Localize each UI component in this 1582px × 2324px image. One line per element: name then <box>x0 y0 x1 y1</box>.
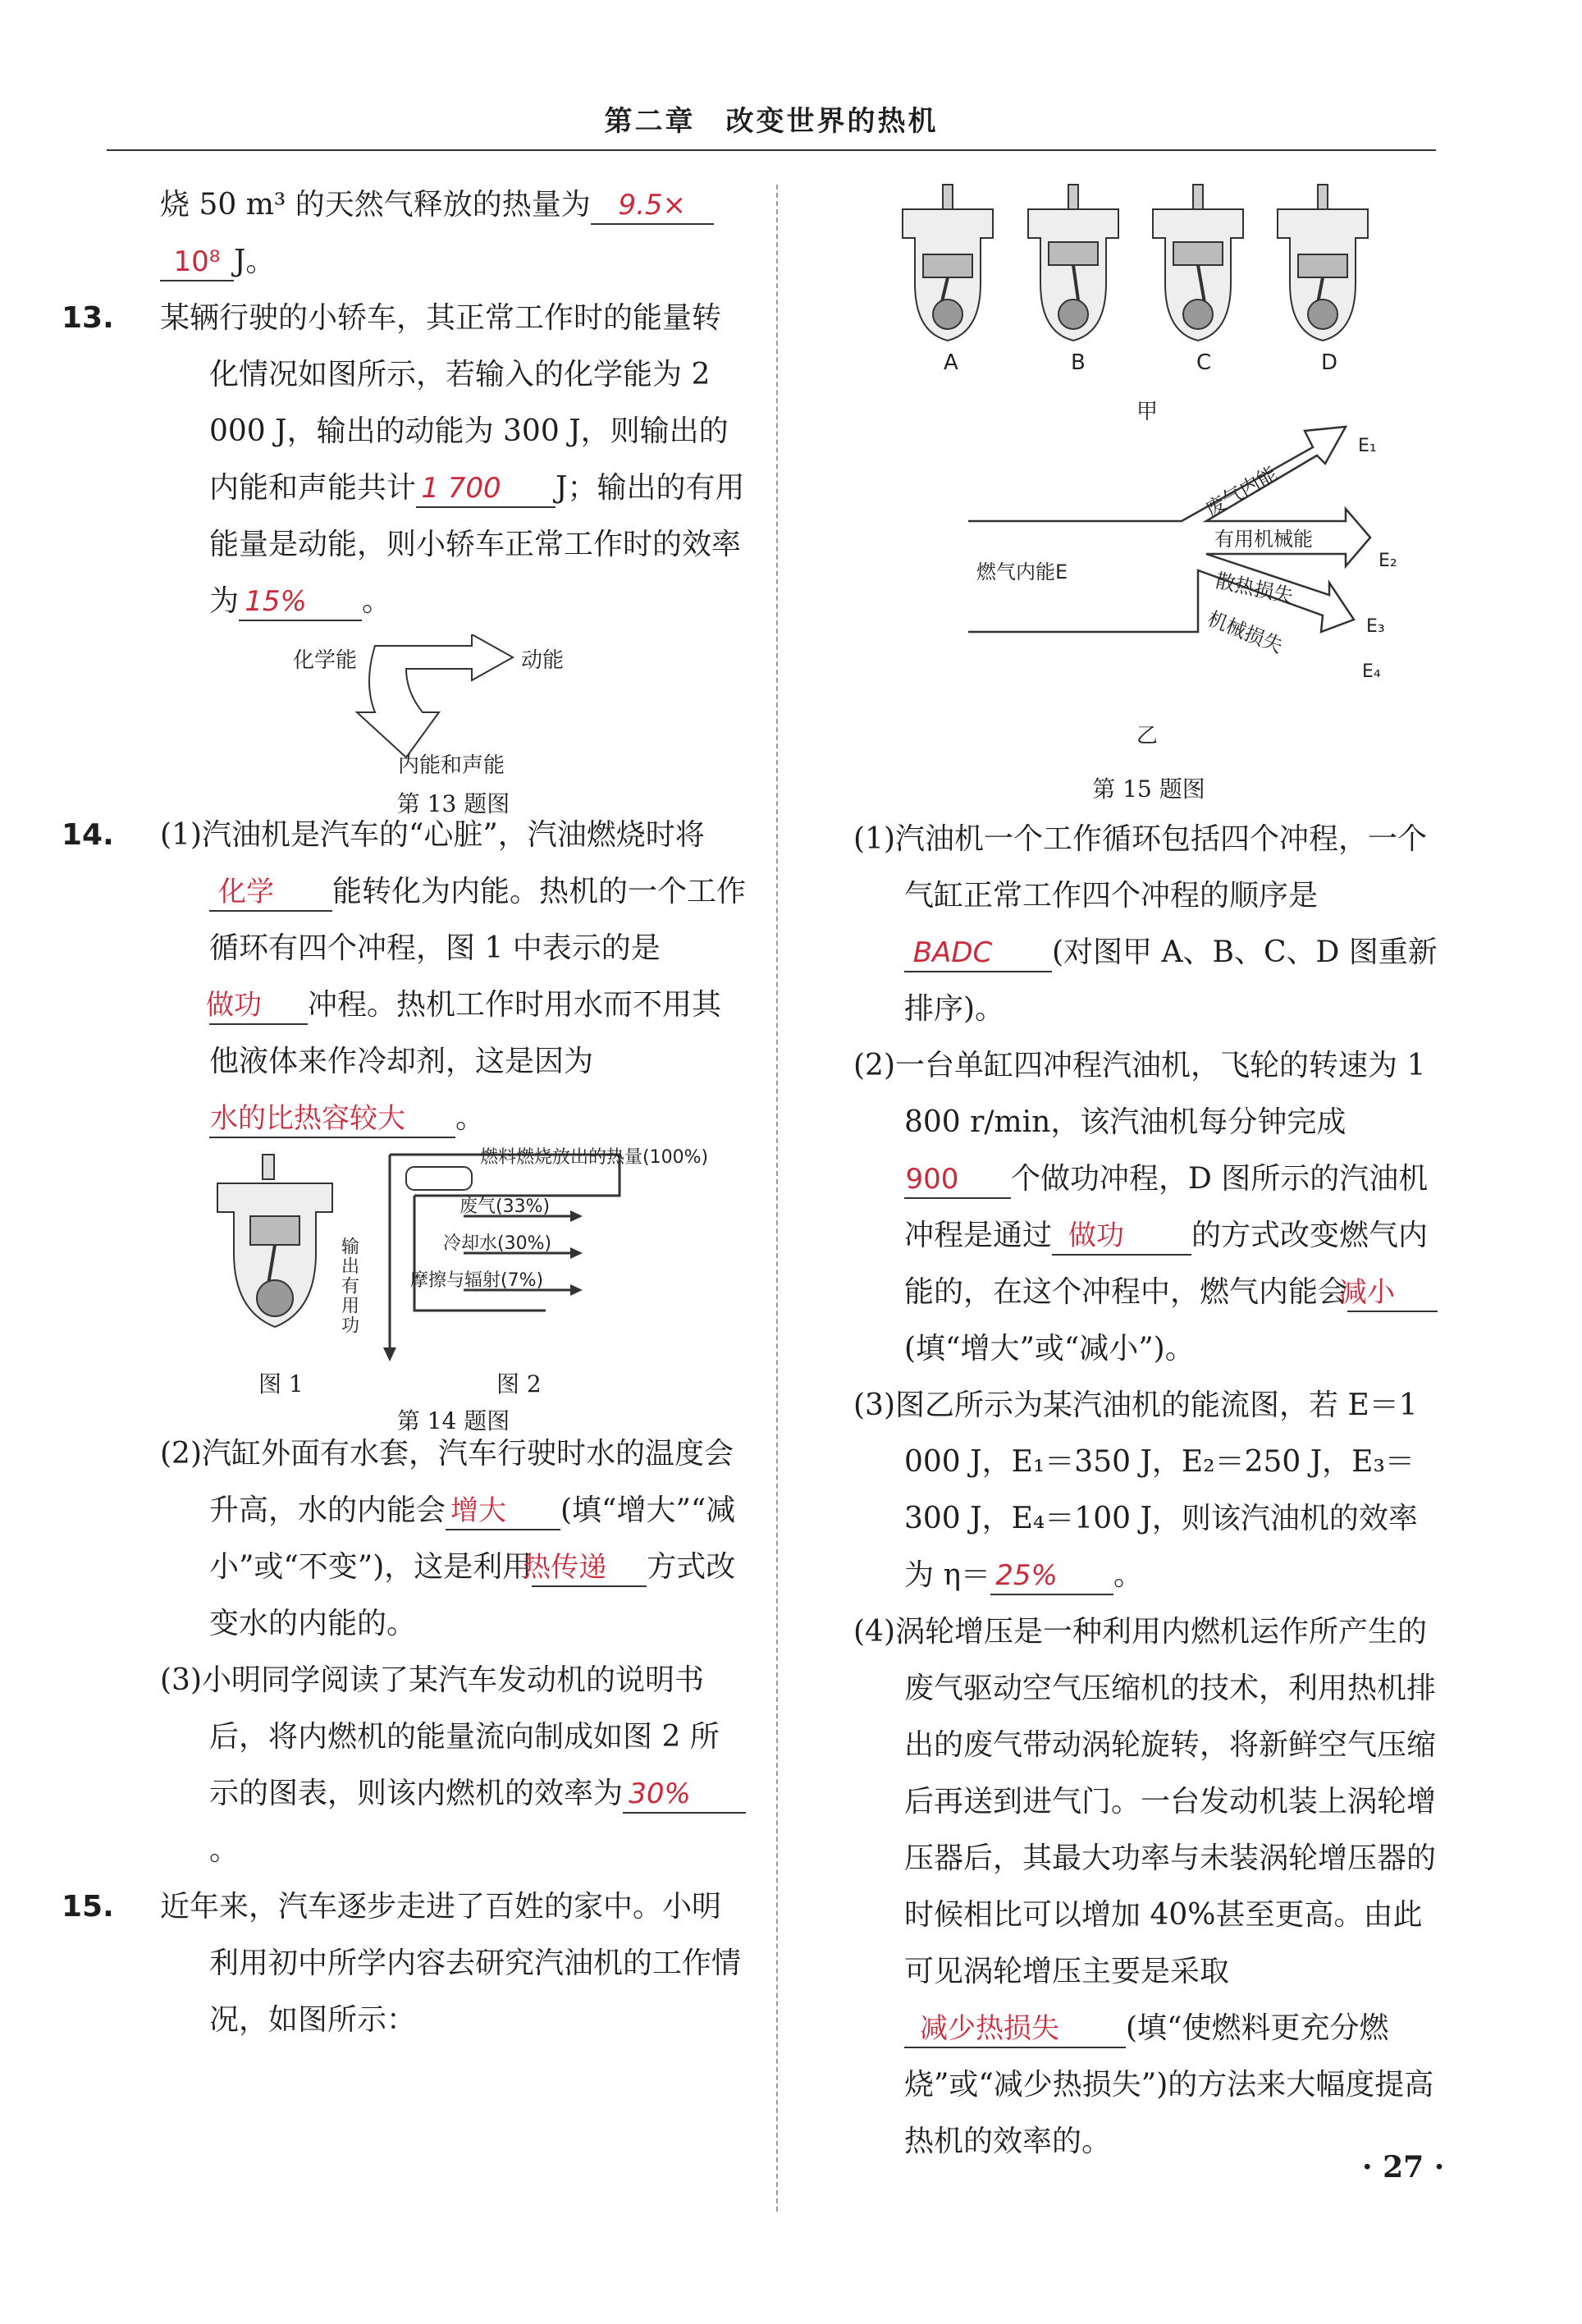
answer-q14-1[interactable]: 化学 <box>209 874 332 912</box>
label-fuel-heat: 燃料燃烧放出的热量(100%) <box>480 1147 709 1168</box>
q15-number: 15. <box>62 1890 114 1924</box>
label-friction-radiation: 摩擦与辐射(7%) <box>410 1270 544 1291</box>
label-yi: 乙 <box>1136 724 1159 748</box>
left-column <box>62 176 747 2048</box>
q13-number: 13. <box>62 301 114 335</box>
answer-q14-4[interactable]: 增大 <box>446 1493 560 1530</box>
label-e4: E₄ <box>1362 661 1381 682</box>
label-stroke-b: B <box>1071 350 1086 375</box>
caption-q15: 第 15 题图 <box>1092 775 1205 803</box>
label-kinetic-energy: 动能 <box>521 648 565 673</box>
label-useful-mechanical: 有用机械能 <box>1214 528 1313 551</box>
answer-q13-1[interactable]: 1 700 <box>416 470 556 508</box>
figure-q14 <box>160 1146 747 1434</box>
label-heat-loss: 散热损失 <box>1213 569 1296 608</box>
page-header <box>107 98 1436 151</box>
q15-part1: (1)汽油机一个工作循环包括四个冲程，一个气缸正常工作四个冲程的顺序是BADC (对图甲 A、B、C、D 图重新排序)。 <box>853 822 1438 1026</box>
answer-q15-4[interactable]: 减小 <box>1347 1274 1438 1312</box>
label-stroke-c: C <box>1196 350 1212 375</box>
caption-fig1: 图 1 <box>258 1370 304 1398</box>
answer-q14-5[interactable]: 热传递 <box>532 1549 647 1587</box>
answer-q15-2[interactable]: 900 <box>904 1161 1011 1199</box>
label-gas-internal-energy: 燃气内能E <box>976 560 1068 583</box>
answer-q15-6[interactable]: 减少热损失 <box>904 2011 1126 2048</box>
caption-fig2: 图 2 <box>496 1370 542 1398</box>
q15-part4: (4)涡轮增压是一种利用内燃机运作所产生的废气驱动空气压缩机的技术，利用热机排出的废气带动涡轮旋转，将新鲜空气压缩后再送到进气门。一台发动机装上涡轮增压器后，其最大功率与未装涡轮增压器的时候相比可以增加 40%甚至更高。由此可见涡轮增压主要是采取减少热损失 (填“使燃料更充分燃烧”或“减少热损失”)的方法来大幅度提高热机的效率的。 <box>853 1615 1437 2158</box>
q14-part3: (3)小明同学阅读了某汽车发动机的说明书后，将内燃机的能量流向制成如图 2 所示的图表，则该内燃机的效率为 30%。 <box>160 1652 747 1878</box>
caption-q13: 第 13 题图 <box>396 790 510 817</box>
q12-tail: 烧 50 m³ 的天然气释放的热量为 9.5× 10⁸ J。 <box>160 176 747 290</box>
figure-q15 <box>853 176 1444 808</box>
label-e2: E₂ <box>1379 551 1397 571</box>
chapter-title: 第二章 改变世界的热机 <box>604 105 939 138</box>
energy-arrow <box>357 634 513 757</box>
answer-q15-1[interactable]: BADC <box>904 935 1052 972</box>
label-mechanical-loss: 机械损失 <box>1204 606 1287 658</box>
label-jia: 甲 <box>1136 400 1159 424</box>
engine-stroke-c <box>1153 185 1243 341</box>
label-chemical-energy: 化学能 <box>293 648 358 673</box>
label-cooling-water: 冷却水(30%) <box>443 1233 552 1254</box>
answer-q13-2[interactable]: 15% <box>239 583 362 621</box>
answer-q14-3[interactable]: 水的比热容较大 <box>209 1100 455 1138</box>
label-exhaust-energy: 废气内能 <box>1201 461 1282 522</box>
answer-q12-b[interactable]: 10⁸ <box>160 244 234 281</box>
answer-q14-6[interactable]: 30% <box>623 1776 746 1814</box>
label-exhaust: 废气(33%) <box>460 1196 551 1217</box>
figure-q13 <box>160 634 747 817</box>
engine-stroke-diagrams <box>903 185 1368 341</box>
answer-q12-a[interactable]: 9.5× <box>591 187 714 225</box>
energy-conversion-diagram <box>160 634 747 774</box>
engine-stroke-a <box>903 185 993 341</box>
page-number: · 27 · <box>1362 2150 1445 2184</box>
engine-stroke-b <box>1028 185 1118 341</box>
label-e1: E₁ <box>1358 436 1377 456</box>
q14-part1: 14. (1)汽油机是汽车的“心脏”，汽油燃烧时将化学 能转化为内能。热机的一个工作循环有四个冲程，图 1 中表示的是做功 冲程。热机工作时用水而不用其他液体来作冷却剂，这是因为水的比热容较大 。 <box>160 807 747 1146</box>
q13-text: 13. 某辆行驶的小轿车，其正常工作时的能量转化情况如图所示，若输入的化学能为 2 000 J，输出的动能为 300 J，则输出的内能和声能共计 1 700 J；输出的有用能量是动能，则小轿车正常工作时的效率为 15% 。 <box>160 290 747 629</box>
right-column <box>853 811 1444 2170</box>
energy-flow-chart <box>383 1155 620 1361</box>
q15-part3: (3)图乙所示为某汽油机的能流图，若 E＝1 000 J，E₁＝350 J，E₂＝250 J，E₃＝300 J，E₄＝100 J，则该汽油机的效率为 η＝ 25% 。 <box>853 1377 1444 1603</box>
engine-cylinder-drawing <box>217 1155 332 1327</box>
engine-and-energy-chart <box>160 1146 747 1376</box>
column-divider <box>776 185 778 2212</box>
caption-q14: 第 14 题图 <box>396 1407 510 1434</box>
q15-part2: (2)一台单缸四冲程汽油机，飞轮的转速为 1 800 r/min，该汽油机每分钟完成900 个做功冲程，D 图所示的汽油机冲程是通过 做功 的方式改变燃气内能的，在这个冲程中，燃气内能会减小(填“增大”或“减小”)。 <box>853 1037 1444 1377</box>
q14-part2: (2)汽缸外面有水套，汽车行驶时水的温度会升高，水的内能会 增大 (填“增大”“减小”或“不变”)，这是利用热传递 方式改变水的内能的。 <box>160 1437 736 1640</box>
engine-strokes-and-energy-flow <box>853 176 1444 767</box>
q15-intro: 15. 近年来，汽车逐步走进了百姓的家中。小明利用初中所学内容去研究汽油机的工作情况，如图所示： <box>160 1878 747 2048</box>
label-stroke-d: D <box>1321 350 1338 375</box>
label-internal-sound-energy: 内能和声能 <box>398 753 505 774</box>
answer-q15-3[interactable]: 做功 <box>1052 1218 1191 1256</box>
answer-q15-5[interactable]: 25% <box>990 1558 1113 1595</box>
label-useful-work: 输出有用功 <box>338 1237 359 1335</box>
label-stroke-a: A <box>944 350 958 375</box>
engine-stroke-d <box>1278 185 1368 341</box>
label-e3: E₃ <box>1366 616 1385 637</box>
q14-number: 14. <box>62 818 114 852</box>
answer-q14-2[interactable]: 做功 <box>209 987 308 1025</box>
